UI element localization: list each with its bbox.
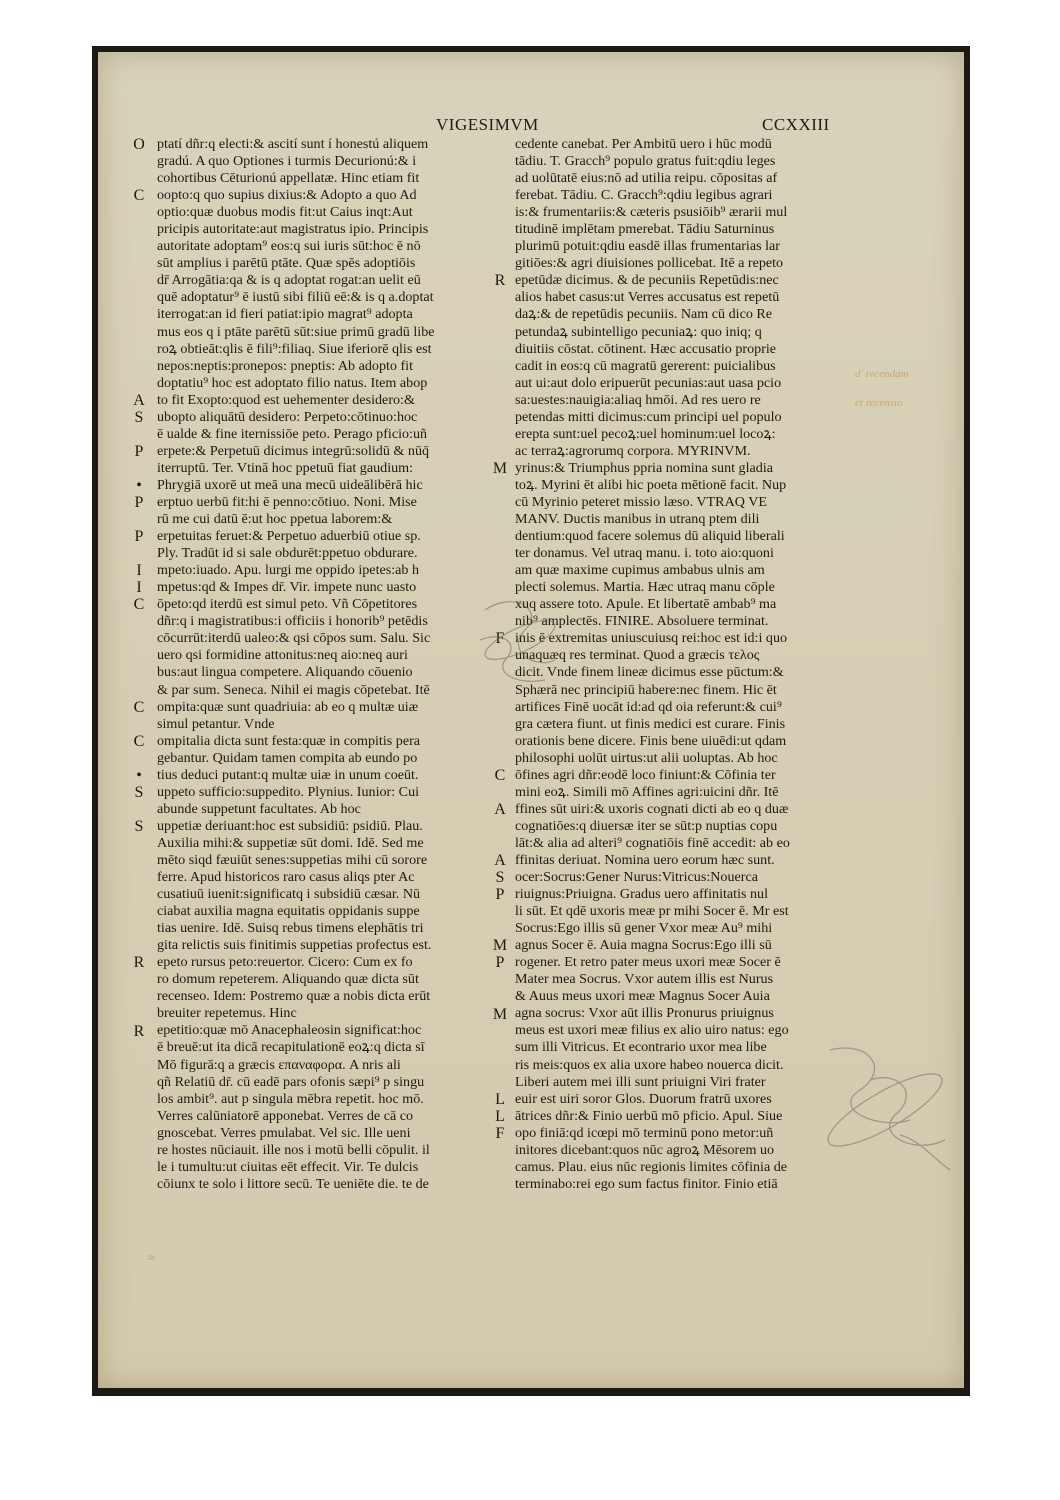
text-line: oopto:q quo supius dixius:& Adopto a quo Ad [157,187,417,204]
text-line: cōiunx te solo i littore secū. Te ueniēte die. te de [157,1175,429,1192]
text-line: ōfines agri dñr:eodē loco finiunt:& Cōfinia ter [515,766,776,783]
text-line: ac terraꝝ:agrorumq corpora. MYRINVM. [515,442,751,459]
text-line: Mō figurā:q a græcis επαναφορα. A nris ali [157,1056,401,1073]
margin-initial: • [136,477,142,494]
margin-initial: C [133,187,145,205]
margin-initial: C [133,732,145,750]
text-line: to fit Exopto:quod est uehementer desidero:& [157,391,415,408]
margin-initial: I [136,579,142,597]
margin-initial: O [133,136,145,153]
folio-number: CCXXIII [762,115,830,134]
text-line: Mater mea Socrus. Vxor autem illis est Nurus [515,971,774,988]
text-line: qñ Relatiū dr̄. cū eadē pars ofonis sæpi⁹ p singu [157,1073,425,1090]
margin-initial: M [492,1005,508,1023]
text-line: gra cætera fiunt. ut finis medici est curare. Finis [515,715,786,732]
text-line: cohortibus Cēturionú appellatæ. Hinc etiam fit [157,170,420,187]
text-line: ocer:Socrus:Gener Nurus:Vitricus:Nouerca [515,869,758,886]
text-line: daꝝ:& de repetūdis pecuniis. Nam cū dico Re [515,306,773,323]
margin-initial: C [133,698,145,716]
text-line: gebantur. Quidam tamen compita ab eundo po [157,749,418,766]
text-line: le i tumultu:ut ciuitas eēt effecit. Vir. Te dulcis [157,1158,419,1175]
text-line: mpetus:qd & Impes dr̄. Vir. impete nunc uasto [157,579,417,596]
text-line: toꝝ. Myrini ēt alibi hic poeta mētionē facit. Nup [515,476,787,493]
text-line: erptuo uerbū fit:hi ē penno:cōtiuo. Noni. Mise [157,493,417,510]
text-line: simul petantur. Vnde [157,715,275,732]
text-line: ptatí dñr:q electi:& ascití sunt í honestú aliquem [157,136,429,152]
margin-initial: • [136,766,142,784]
margin-initial: F [495,1124,505,1142]
text-line: ter donamus. Vel utraq manu. i. toto aio:quoni [515,545,774,562]
text-line: mēto siqd fæuiūt senes:suppetias mihi cū sorore [157,851,428,868]
text-line: unaquæq res terminat. Quod a græcis τελος [515,647,760,664]
text-line: iterrogat:an id fieri patiat:ipio magrat⁹ adopta [157,306,413,323]
text-line: ompitalia dicta sunt festa:quæ in compitis pera [157,732,421,749]
text-line: epetūdæ dicimus. & de pecuniis Repetūdis:nec [515,272,779,289]
text-line: breuiter repetemus. Hinc [157,1005,297,1022]
text-line: cognatiōes:q diuersæ iter se sūt:p nuptias copu [515,817,778,834]
margin-initial: P [134,442,144,460]
text-line: tius deduci putant:q multæ uiæ in unum coeūt. [157,766,419,783]
text-line: doptatiu⁹ hoc est adoptato filio natus. Item abop [157,374,428,391]
text-line: ffinitas deriuat. Nomina uero eorum hæc sunt. [515,851,775,868]
text-line: rogener. Et retro pater meus uxori meæ Socer ē [515,954,781,971]
text-line: dentium:quod facere solemus dū aliquid liberali [515,528,785,545]
right-column [515,136,850,1193]
text-line: ffines sūt uiri:& uxoris cognati dicti ab eo q duæ [515,800,789,817]
text-line: mus eos q i ptāte parētū sūt:siue primū gradū libe [157,323,435,340]
text-line: inis ē extremitas uniuscuiusq rei:hoc est id:i quo [515,630,788,647]
text-line: recenseo. Idem: Postremo quæ a nobis dicta erūt [157,988,431,1005]
margin-initial: A [133,391,145,409]
margin-initial: P [134,494,144,512]
text-line: cusatiuū iuenit:significatq i subsidiū cæsar. Nū [157,886,421,903]
text-line: gita relictis suis finitimis suppetias profectus est. [157,937,432,954]
text-line: mpeto:iuado. Apu. lurgi me oppido ipetes:ab h [157,562,420,579]
margin-initial: L [495,1107,505,1125]
text-line: Sphærā nec principiū habere:nec finem. Hic ēt [515,681,777,698]
running-title: VIGESIMVM [436,115,539,134]
margin-initial: P [495,886,505,904]
text-line: euir est uiri soror Glos. Duorum fratrū uxores [515,1090,772,1107]
text-line: & Auus meus uxori meæ Magnus Socer Auia [515,988,770,1005]
margin-initial: P [495,954,505,972]
text-line: re hostes nūciauit. ille nos i motū belli cōpulit. il [157,1141,430,1158]
text-line: mini eoꝝ. Simili mō Affines agri:uicini dñr. Itē [515,783,779,800]
text-line: plurimū potuit:qdiu easdē illas frumentarias lar [515,238,780,255]
text-line: li sūt. Et qdē uxoris meæ pr mihi Socer ē. Mr est [515,903,789,920]
text-line: quē adoptatur⁹ ē iustū sibi filiū eē:& is q a.doptat [157,289,434,306]
margin-initial: M [492,937,508,955]
text-line: orationis bene dicere. Finis bene uiuēdi:ut qdam [515,732,787,749]
text-line: sūt amplius i parētū ptāte. Quæ spēs adoptiōis [157,255,416,272]
text-line: sa:uestes:nauigia:aliaq hmōi. Ad res uero re [515,391,761,408]
text-line: gnoscebat. Verres pmulabat. Vel sic. Ille ueni [157,1124,411,1141]
margin-initial: R [494,272,506,290]
text-line: is:& frumentariis:& cæteris psusiōib⁹ ærarii mul [515,204,788,221]
marginal-gloss: et recensio [855,397,903,409]
text-line: & par sum. Seneca. Nihil ei magis cōpetebat. Itē [157,681,430,698]
text-line: dicit. Vnde finem lineæ dicimus esse pūctum:& [515,664,784,681]
text-line: yrinus:& Triumphus ppria nomina sunt gladia [515,459,773,476]
text-line: Ply. Tradūt id si sale obdurēt:ppetuo obdurare. [157,545,418,562]
text-line: uero qsi formidine attonitus:neq aio:neq auri [157,647,408,664]
left-column [157,136,479,1193]
text-line: petendas mitti dicimus:cum principi uel populo [515,408,782,425]
text-line: tias uenire. Idē. Suisq rebus timens elephātis tri [157,920,424,937]
text-line: aut ui:aut dolo eripuerūt pecunias:aut uasa pcio [515,374,782,391]
text-line: ferre. Apud historicos raro casus aliqs pter Ac [157,869,415,886]
text-line: los ambit⁹. aut p singula mēbra repetit. hoc mō. [157,1090,424,1107]
text-line: ātrices dñr:& Finio uerbū mō pficio. Apul. Siue [515,1107,783,1124]
text-line: xuq assere toto. Apule. Et libertatē ambab⁹ ma [515,596,777,613]
margin-initial: S [495,869,505,887]
text-line: petundaꝝ subintelligo pecuniaꝝ: quo iniq; q [515,323,762,340]
text-line: titudinē implētam pmerebat. Tādiu Saturninus [515,221,775,238]
text-line: Verres calūniatorē apponebat. Verres de cā co [157,1107,414,1124]
text-line: optio:quæ duobus modis fit:ut Caius inqt:Aut [157,204,413,221]
text-line: plecti solemus. Martia. Hæc utraq manu cōple [515,579,775,596]
text-line: camus. Plau. eius nūc regionis limites cōfinia de [515,1158,788,1175]
text-line: initores dicebant:quos nūc agroꝝ Mēsorem uo [515,1141,775,1158]
text-line: iterruptū. Ter. Vtinā hoc ppetuū fiat gaudium: [157,459,414,476]
margin-initial: C [133,596,145,614]
margin-initial: F [495,630,505,648]
text-line: cedente canebat. Per Ambitū uero i hūc modū [515,136,772,152]
text-line: roꝝ obtieāt:qlis ē fili⁹:filiaq. Siue iferiorē qlis est [157,340,432,357]
text-line: tādiu. T. Gracch⁹ populo gratus fuit:qdiu leges [515,153,776,170]
text-line: autoritate adoptam⁹ eos:q sui iuris sūt:hoc ē nō [157,238,421,255]
text-line: ciabat auxilia magna equitatis oppidanis suppe [157,903,420,920]
text-line: Socrus:Ego illis sū gener Vxor meæ Au⁹ mihi [515,920,773,937]
text-line: agnus Socer ē. Auia magna Socrus:Ego illi sū [515,937,772,954]
text-line: erepta sunt:uel pecoꝝ:uel hominum:uel locoꝝ: [515,425,776,442]
ink-smudge: ≈ [148,1250,156,1265]
margin-initial: S [134,818,144,835]
text-line: abunde suppetunt facultates. Ab hoc [157,800,361,817]
text-line: MANV. Ductis manibus in utranq ptem dili [515,511,760,528]
text-line: riuignus:Priuigna. Gradus uero affinitatis nul [515,886,768,903]
text-line: ris meis:quos ex alia uxore habeo nouerca dicit. [515,1056,784,1073]
text-line: meus est uxori meæ filius ex alio uiro natus: ego [515,1022,789,1039]
text-line: ōpeto:qd iterdū est simul peto. Vñ Cōpetitores [157,596,418,613]
text-line: cū Myrinio peteret missio læso. VTRAQ VE [515,493,767,510]
margin-initial: A [494,852,506,870]
library-stamp-icon [475,590,565,690]
text-line: uppetiæ deriuant:hoc est subsidiū: psidiū. Plau. [157,817,423,834]
text-line: gitiōes:& agri diuisiones pollicebat. Itē a repeto [515,255,784,272]
text-line: Liberi autem mei illi sunt priuigni Viri frater [515,1073,766,1090]
text-line: erpete:& Perpetuū dicimus integrū:solidū & nūq̄ [157,442,430,459]
margin-initial: A [494,800,506,818]
text-line: philosophi uolūt uirtus:ut alii uoluptas. Ab hoc [515,749,778,766]
text-line: opo finiā:qd icœpi mō terminū pono metor:uñ [515,1124,774,1141]
margin-initial: R [133,954,145,972]
text-line: bus:aut lingua competere. Aliquando cōuenio [157,664,413,681]
text-line: ubopto aliquātū desidero: Perpeto:cōtinuo:hoc [157,408,418,425]
text-line: nib⁹ amplectēs. FINIRE. Absoluere terminat. [515,613,769,630]
text-line: Phrygiā uxorē ut meā una mecū uideālibērā hic [157,476,423,493]
text-line: ro domum repeterem. Aliquando quæ dicta sūt [157,971,419,988]
text-line: lāt:& alia ad alteri⁹ cognatiōis finē accedit: ab eo [515,834,790,851]
text-line: Auxilia mihi:& suppetiæ sūt domi. Idē. Sed me [157,834,424,851]
text-line: ompita:quæ sunt quadriuia: ab eo q multæ uiæ [157,698,419,715]
text-line: artifices Finē uocāt id:ad qd oia referunt:& cui⁹ [515,698,782,715]
text-line: rū me cui datū ē:ut hoc ppetua laborem:& [157,511,393,528]
text-line: cadit in eos:q cū magratū gererent: puicialibus [515,357,776,374]
text-line: dñr:q i magistratibus:i officiis i honorib⁹ petēdis [157,613,428,630]
text-line: alios habet casus:ut Verres accusatus est repetū [515,289,780,306]
text-line: epetitio:quæ mō Anacephaleosin significat:hoc [157,1022,422,1039]
margin-initial: S [134,408,144,426]
text-line: dr̄ Arrogātia:qa & is q adoptat rogat:an uelit eū [157,272,421,289]
text-line: nepos:neptis:pronepos: pneptis: Ab adopto fit [157,357,414,374]
margin-initial: C [494,766,506,784]
text-line: diuitiis cōstat. cōtinent. Hæc accusatio proprie [515,340,777,357]
text-line: epeto rursus peto:reuertor. Cicero: Cum ex fo [157,954,413,971]
margin-initial: S [134,783,144,801]
margin-initial: P [134,528,144,546]
text-line: erpetuitas feruet:& Perpetuo aduerbiū otiue sp. [157,528,421,545]
text-line: sum illi Vitricus. Et econtrario uxor mea libe [515,1039,767,1056]
margin-initial: I [136,562,142,580]
text-line: ē breuē:ut ita dicā recapitulationē eoꝝ:q dicta sī [157,1039,425,1056]
library-stamp-icon [810,1040,960,1180]
text-line: ē ualde & fine iternissiōe peto. Perago pficio:uñ [157,425,428,442]
text-line: am quæ maxime cupimus ambabus ulnis am [515,562,765,579]
text-line: terminabo:rei ego sum factus finitor. Finio etiā [515,1175,778,1192]
text-line: pricipis autoritate:aut magistratus ipio. Principis [157,221,429,238]
text-line: uppeto sufficio:suppedito. Plynius. Iunior: Cui [157,783,420,800]
margin-initial: M [492,459,508,477]
margin-initial: L [495,1090,505,1108]
margin-initial: R [133,1022,145,1040]
marginal-gloss: d' recendam [855,368,909,380]
text-line: ad uolūtatē eius:nō ad utilia reipu. cōpositas af [515,170,778,187]
text-line: cōcurrūt:iterdū ualeo:& qsi cōpos sum. Salu. Sic [157,630,431,647]
text-line: gradú. A quo Optiones i turmis Decurionú:& i [157,153,417,170]
text-line: ferebat. Tādiu. C. Gracch⁹:qdiu legibus agrari [515,187,773,204]
text-line: agna socrus: Vxor aūt illis Pronurus priuignus [515,1005,774,1022]
